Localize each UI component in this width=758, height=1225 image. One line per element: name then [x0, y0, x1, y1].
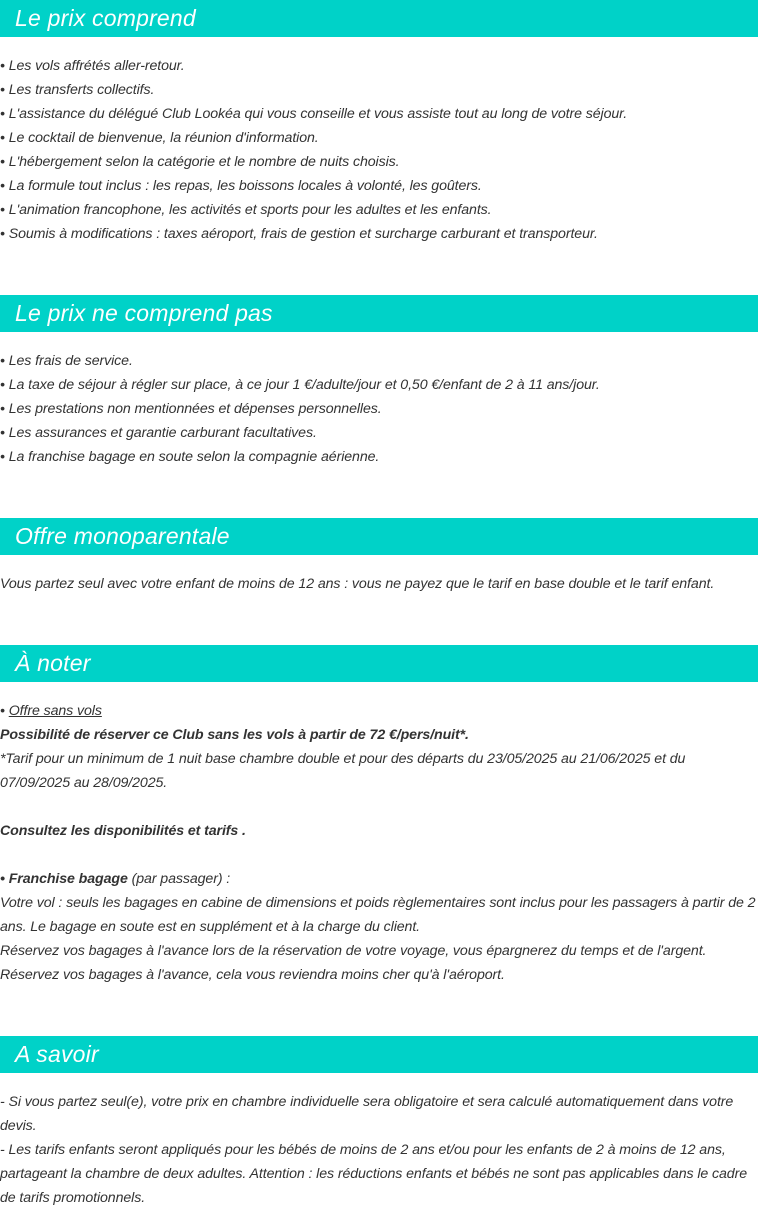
list-prix-comprend [0, 37, 758, 246]
list-item: • L'animation francophone, les activités et sports pour les adultes et les enfants. [0, 202, 492, 218]
list-item: • Les frais de service. [0, 353, 133, 369]
list-item: • Les transferts collectifs. [0, 82, 155, 98]
list-item: • La formule tout inclus : les repas, les boissons locales à volonté, les goûters. [0, 178, 482, 194]
reservez-text-2: Réservez vos bagages à l'avance, cela vous reviendra moins cher qu'à l'aéroport. [0, 967, 505, 983]
a-noter-body [0, 682, 758, 987]
list-item: • Soumis à modifications : taxes aéroport, frais de gestion et surcharge carburant et transporteur. [0, 226, 598, 242]
offre-sans-vols-link[interactable]: Offre sans vols [8, 703, 102, 719]
votre-vol-text: Votre vol : seuls les bagages en cabine de dimensions et poids règlementaires sont inclus pour les passagers à partir de 2 ans. Le bagage en soute est en supplément et à la charge du client. [0, 895, 756, 935]
list-prix-ne-comprend-pas [0, 332, 758, 469]
section-offre-monoparentale [0, 518, 758, 596]
section-title-prix-ne-comprend-pas: Le prix ne comprend pas [0, 295, 758, 332]
list-item: • L'hébergement selon la catégorie et le nombre de nuits choisis. [0, 154, 400, 170]
consultez-link[interactable]: Consultez les disponibilités et tarifs . [0, 823, 246, 839]
section-title-offre-monoparentale: Offre monoparentale [0, 518, 758, 555]
possibilite-text: Possibilité de réserver ce Club sans les vols à partir de 72 €/pers/nuit*. [0, 727, 469, 743]
offre-sans-vols-line: • Offre sans vols [0, 703, 102, 719]
list-item: • La taxe de séjour à régler sur place, à ce jour 1 €/adulte/jour et 0,50 €/enfant de 2 à 11 ans/jour. [0, 377, 600, 393]
section-prix-comprend [0, 0, 758, 246]
reservez-text-1: Réservez vos bagages à l'avance lors de la réservation de votre voyage, vous épargnerez du temps et de l'argent. [0, 943, 707, 959]
list-item: • L'assistance du délégué Club Lookéa qui vous conseille et vous assiste tout au long de votre séjour. [0, 106, 628, 122]
section-prix-ne-comprend-pas [0, 295, 758, 469]
list-item: - Les tarifs enfants seront appliqués pour les bébés de moins de 2 ans et/ou pour les enfants de 2 à moins de 12 ans, partageant la chambre de deux adultes. Attention : les réductions enfants et bébés ne sont pas applicables dans le cadre de tarifs promotionnels. [0, 1142, 748, 1206]
list-item: • La franchise bagage en soute selon la compagnie aérienne. [0, 449, 380, 465]
list-item: • Les prestations non mentionnées et dépenses personnelles. [0, 401, 382, 417]
section-title-prix-comprend: Le prix comprend [0, 0, 758, 37]
offre-monoparentale-text: Vous partez seul avec votre enfant de moins de 12 ans : vous ne payez que le tarif en base double et le tarif enfant. [0, 576, 715, 592]
list-item: • Les assurances et garantie carburant facultatives. [0, 425, 317, 441]
list-item: - Si vous partez seul(e), votre prix en chambre individuelle sera obligatoire et sera calculé automatiquement dans votre devis. [0, 1094, 734, 1134]
a-savoir-body [0, 1073, 758, 1210]
list-item: • Le cocktail de bienvenue, la réunion d'information. [0, 130, 319, 146]
section-title-a-noter: À noter [0, 645, 758, 682]
franchise-bagage-line: • Franchise bagage (par passager) : [0, 871, 231, 887]
offre-monoparentale-body [0, 555, 758, 596]
section-a-savoir [0, 1036, 758, 1210]
section-a-noter [0, 645, 758, 987]
list-item: • Les vols affrétés aller-retour. [0, 58, 185, 74]
section-title-a-savoir: A savoir [0, 1036, 758, 1073]
tarif-note: *Tarif pour un minimum de 1 nuit base chambre double et pour des départs du 23/05/2025 au 21/06/2025 et du 07/09/2025 au 28/09/2025. [0, 751, 686, 791]
